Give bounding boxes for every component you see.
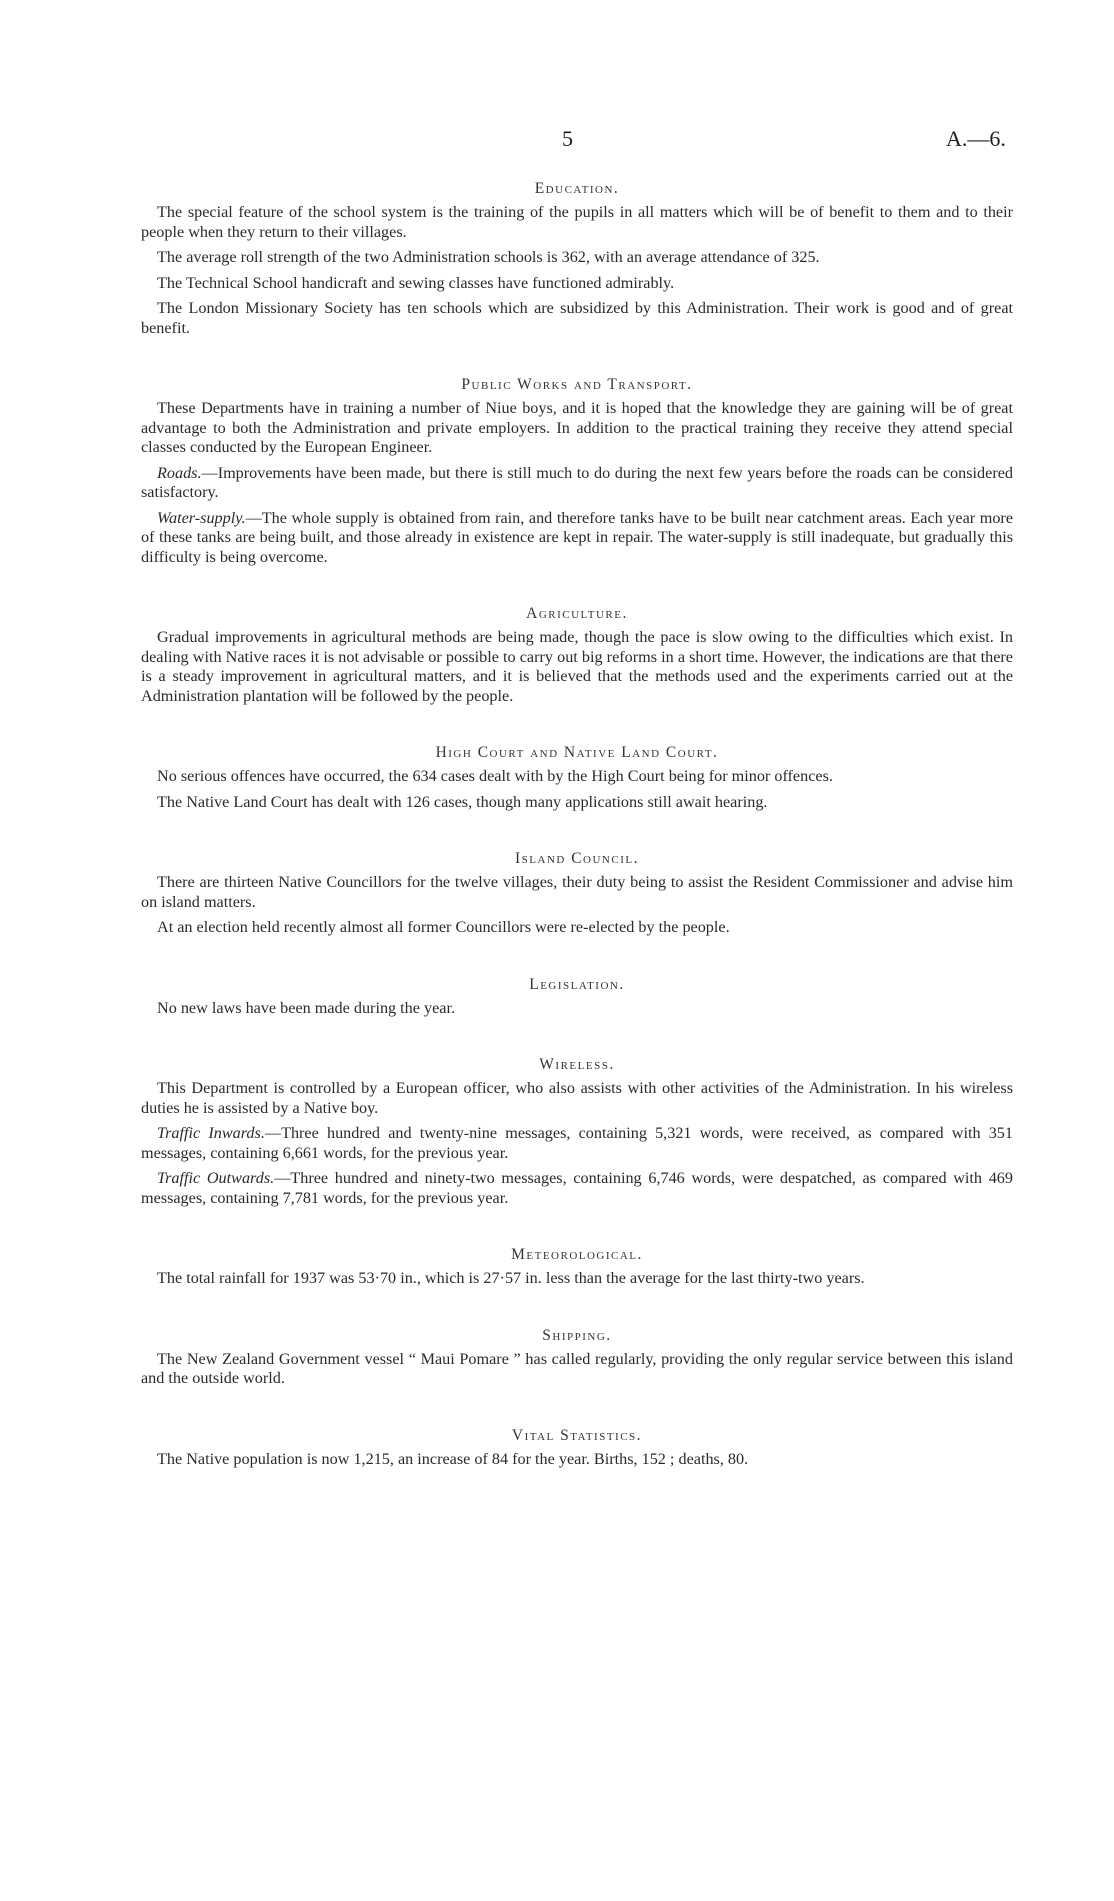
section-shipping <box>141 1327 1013 1389</box>
traffic-outwards-text: —Three hundred and ninety-two messages, containing 6,746 words, were despatched, as compared with 469 messages, containing 7,781 words, for the previous year. <box>141 1169 1013 1207</box>
section-high-court <box>141 744 1013 812</box>
paragraph-roads <box>141 464 1013 503</box>
page-header <box>0 126 1114 156</box>
section-agriculture <box>141 605 1013 706</box>
paragraph: This Department is controlled by a European officer, who also assists with other activities of the Administration. In his wireless duties he is assisted by a Native boy. <box>141 1079 1013 1117</box>
section-heading: Meteorological. <box>511 1246 643 1263</box>
paragraph: The average roll strength of the two Administration schools is 362, with an average attendance of 325. <box>157 248 820 266</box>
paragraph: The special feature of the school system is the training of the pupils in all matters which will be of benefit to them and to their people when they return to their villages. <box>141 203 1013 241</box>
roads-text: —Improvements have been made, but there is still much to do during the next few years before the roads can be considered satisfactory. <box>141 463 1013 501</box>
section-public-works <box>141 376 1013 567</box>
paragraph: No serious offences have occurred, the 634 cases dealt with by the High Court being for minor offences. <box>157 767 833 785</box>
traffic-inwards-label: Traffic Inwards. <box>157 1124 265 1142</box>
paragraph: These Departments have in training a number of Niue boys, and it is hoped that the knowledge they are gaining will be of great advantage to both the Administration and private employers. In addition to the practical training they receive they attend special classes conducted by the European Engineer. <box>141 399 1013 456</box>
paragraph: No new laws have been made during the year. <box>157 998 456 1017</box>
page-content <box>141 180 1013 1507</box>
section-heading: Shipping. <box>542 1326 612 1344</box>
paragraph-traffic-outwards <box>141 1169 1013 1208</box>
paragraph: There are thirteen Native Councillors for the twelve villages, their duty being to assist the Resident Commissioner and advise him on island matters. <box>141 873 1013 911</box>
traffic-outwards-label: Traffic Outwards. <box>157 1169 275 1187</box>
water-supply-text: —The whole supply is obtained from rain, and therefore tanks have to be built near catchment areas. Each year more of these tanks are being built, and those already in existence are kept in repair. The water-supply is still inadequate, but gradually this difficulty is being overcome. <box>141 508 1013 566</box>
section-vital-statistics <box>141 1427 1013 1470</box>
section-heading: Agriculture. <box>526 605 628 622</box>
traffic-inwards-text: —Three hundred and twenty-nine messages, containing 5,321 words, were received, as compared with 351 messages, containing 6,661 words, for the previous year. <box>141 1124 1013 1162</box>
section-legislation <box>141 976 1013 1019</box>
section-heading: Legislation. <box>529 975 625 993</box>
paragraph: Gradual improvements in agricultural methods are being made, though the pace is slow owing to the difficulties which exist. In dealing with Native races it is not advisable or possible to carry out big reforms in a short time. However, the indications are that there is a steady improvement in agricultural matters, and it is believed that the methods used and the experiments carried out at the Administration plantation will be followed by the people. <box>141 628 1013 705</box>
section-education <box>141 180 1013 338</box>
page-number: 5 <box>562 126 573 151</box>
section-wireless <box>141 1056 1013 1208</box>
section-island-council <box>141 850 1013 938</box>
paragraph: The New Zealand Government vessel “ Maui Pomare ” has called regularly, providing the only regular service between this island and the outside world. <box>141 1349 1013 1387</box>
section-heading: Island Council. <box>515 850 639 867</box>
paragraph-water-supply <box>141 509 1013 568</box>
paragraph: The London Missionary Society has ten schools which are subsidized by this Administration. Their work is good and of great benefit. <box>141 299 1013 337</box>
paragraph: At an election held recently almost all former Councillors were re-elected by the people. <box>157 918 730 936</box>
paragraph: The total rainfall for 1937 was 53·70 in., which is 27·57 in. less than the average for the last thirty-two years. <box>157 1269 865 1287</box>
section-heading: Vital Statistics. <box>511 1426 643 1444</box>
paragraph: The Native population is now 1,215, an increase of 84 for the year. Births, 152 ; deaths, 80. <box>157 1449 749 1468</box>
section-heading: High Court and Native Land Court. <box>435 744 719 761</box>
section-heading: Wireless. <box>539 1056 615 1073</box>
water-supply-label: Water-supply. <box>157 508 246 527</box>
section-meteorological <box>141 1246 1013 1289</box>
paragraph: The Technical School handicraft and sewing classes have functioned admirably. <box>157 273 675 292</box>
paragraph: The Native Land Court has dealt with 126 cases, though many applications still await hearing. <box>157 792 768 811</box>
section-heading: Public Works and Transport. <box>461 376 693 393</box>
section-heading: Education. <box>534 180 620 197</box>
paragraph-traffic-inwards <box>141 1124 1013 1163</box>
document-reference: A.—6. <box>946 126 1006 151</box>
roads-label: Roads. <box>157 463 202 482</box>
